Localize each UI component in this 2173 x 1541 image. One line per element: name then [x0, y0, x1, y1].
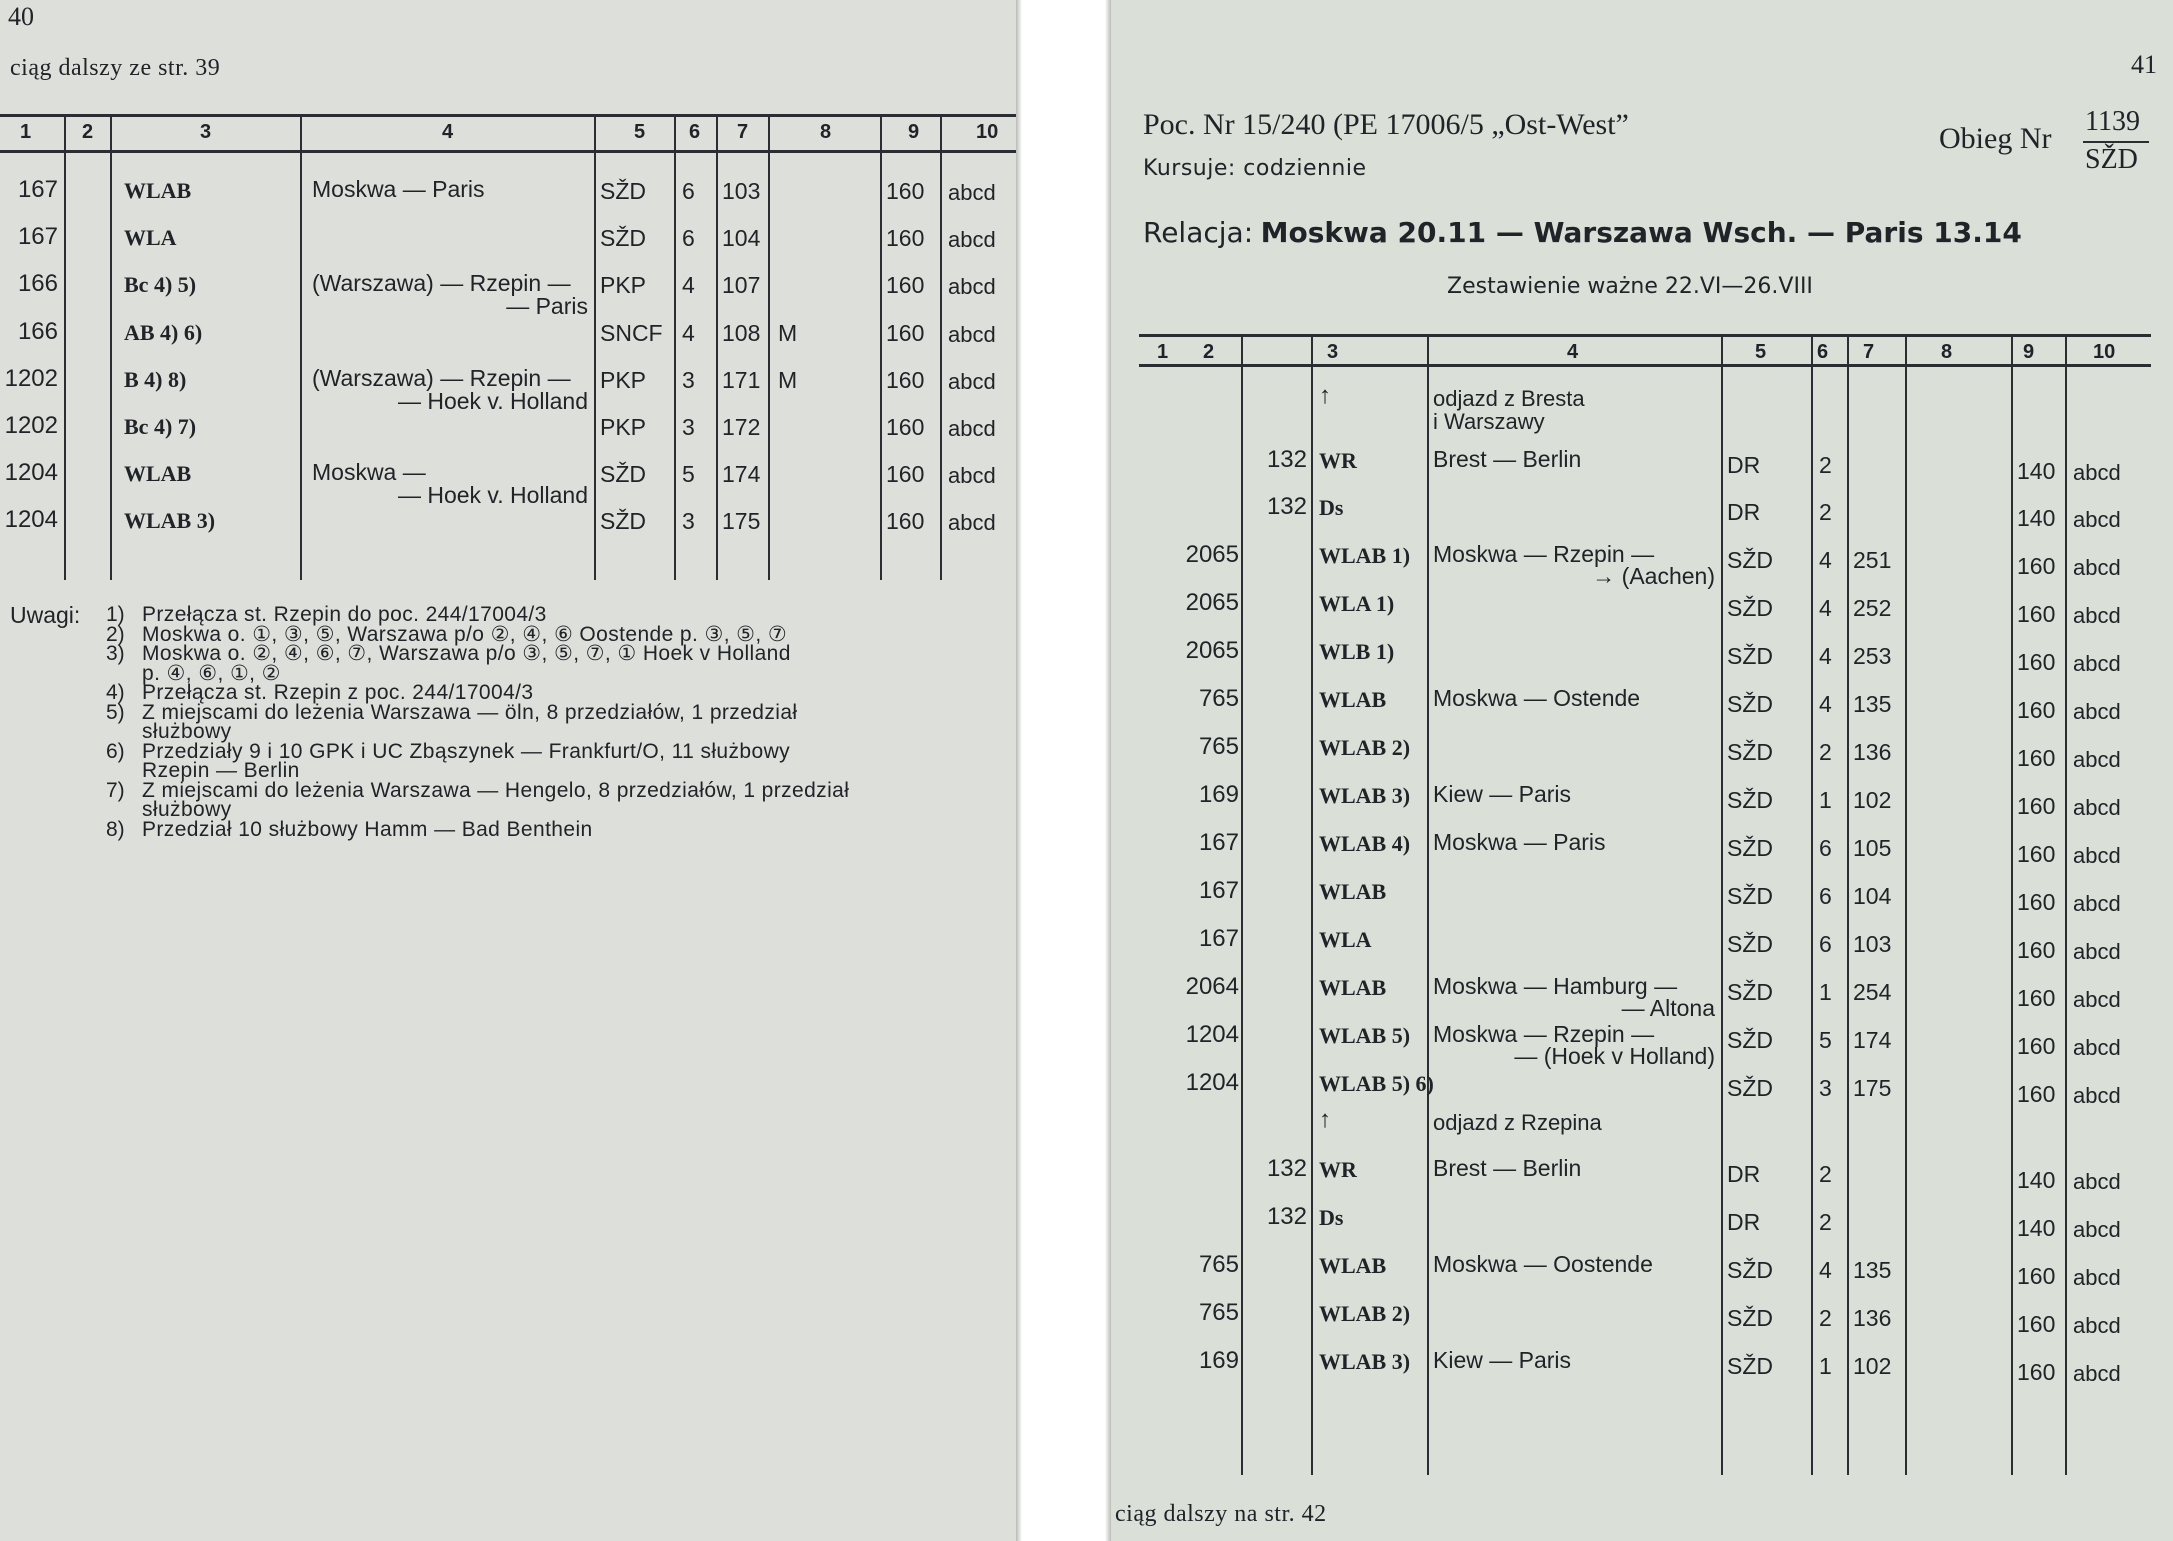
car-type: WR	[1319, 448, 1357, 473]
route: Kiew — Paris	[1433, 781, 1572, 807]
classes: abcd	[2073, 1217, 2121, 1242]
marker: M	[778, 367, 798, 393]
route: Moskwa — Rzepin —	[1433, 1021, 1655, 1047]
speed: 160	[2017, 985, 2056, 1011]
car-number: 174	[1853, 1027, 1892, 1053]
column-rule	[1811, 334, 1813, 1475]
note-text: Przełącza st. Rzepin z poc. 244/17004/3	[142, 681, 534, 704]
car-count: 3	[682, 508, 695, 534]
train-number: 765	[1198, 733, 1239, 760]
car-count: 2	[1819, 499, 1832, 525]
column-header: 5	[634, 121, 646, 143]
route: Brest — Berlin	[1433, 446, 1582, 472]
continued-on: ciąg dalszy na str. 42	[1115, 1501, 1327, 1527]
railway: SŽD	[600, 461, 646, 487]
classes: abcd	[948, 274, 996, 299]
car-type: WLAB 5) 6)	[1319, 1071, 1434, 1096]
route: Moskwa — Paris	[1433, 829, 1606, 855]
car-count: 4	[682, 272, 695, 298]
note-number: 7)	[106, 779, 125, 802]
column-header: 3	[1327, 341, 1339, 363]
car-count: 3	[1819, 1075, 1832, 1101]
car-type: WLAB	[124, 178, 192, 203]
column-header: 2	[82, 121, 94, 143]
route: — (Hoek v Holland)	[1514, 1043, 1715, 1069]
classes: abcd	[2073, 1083, 2121, 1108]
railway: SŽD	[600, 178, 646, 204]
note-text: służbowy	[142, 798, 232, 821]
speed: 140	[2017, 1215, 2056, 1241]
railway: SŽD	[600, 508, 646, 534]
car-type: Ds	[1319, 495, 1344, 520]
route: — Altona	[1621, 995, 1715, 1021]
column-rule	[1905, 334, 1907, 1475]
route: Moskwa — Paris	[312, 176, 485, 202]
column-rule	[940, 114, 942, 580]
car-number: 175	[722, 508, 761, 534]
classes: abcd	[2073, 699, 2121, 724]
classes: abcd	[2073, 939, 2121, 964]
route: Moskwa — Hamburg —	[1433, 973, 1678, 999]
car-type: WLA 1)	[1319, 591, 1395, 616]
speed: 160	[2017, 601, 2056, 627]
car-count: 4	[1819, 595, 1832, 621]
train-title-text: Poc. Nr 15/240 (PE 17006/5 „Ost-West”	[1143, 108, 1629, 141]
column-rule	[64, 114, 66, 580]
note-text: Moskwa o. ①, ③, ⑤, Warszawa p/o ②, ④, ⑥ Oostende p. ③, ⑤, ⑦	[142, 623, 788, 646]
runs-info: Kursuje: codziennie	[1143, 156, 1367, 181]
note-number: 4)	[106, 681, 125, 704]
note-text: Przedział 10 służbowy Hamm — Bad Benthein	[142, 818, 593, 841]
speed: 160	[2017, 745, 2056, 771]
speed: 160	[2017, 1033, 2056, 1059]
column-header: 6	[1817, 341, 1829, 363]
column-rule	[880, 114, 882, 580]
car-type: WLAB 4)	[1319, 831, 1411, 856]
classes: abcd	[2073, 987, 2121, 1012]
car-number: 251	[1853, 547, 1892, 573]
note-text: Moskwa o. ②, ④, ⑥, ⑦, Warszawa p/o ③, ⑤, ⑦, ① Hoek v Holland	[142, 642, 791, 665]
train-number: 166	[17, 318, 58, 345]
train-number: 1202	[4, 412, 58, 439]
train-number: 169	[1198, 781, 1239, 808]
note-text: Przedziały 9 i 10 GPK i UC Zbąszynek — Frankfurt/O, 11 służbowy	[142, 740, 791, 763]
train-number: 765	[1198, 1299, 1239, 1326]
classes: abcd	[948, 463, 996, 488]
car-type: WLAB 3)	[1319, 1349, 1411, 1374]
classes: abcd	[2073, 1361, 2121, 1386]
train-title	[1143, 110, 1629, 140]
train-number: 2065	[1185, 637, 1239, 664]
car-count: 1	[1819, 787, 1832, 813]
railway: SŽD	[1727, 1305, 1773, 1331]
speed: 160	[2017, 1081, 2056, 1107]
railway: DR	[1727, 1161, 1761, 1187]
train-number: 2065	[1185, 589, 1239, 616]
speed: 160	[2017, 841, 2056, 867]
train-number: 1204	[4, 506, 58, 533]
car-number: 135	[1853, 1257, 1892, 1283]
column-rule	[1241, 334, 1243, 1475]
car-type: WLAB	[1319, 1253, 1387, 1278]
classes: abcd	[2073, 1313, 2121, 1338]
railway: SŽD	[1727, 739, 1773, 765]
railway: PKP	[600, 272, 647, 298]
validity: Zestawienie ważne 22.VI—26.VIII	[1447, 274, 1813, 299]
car-type: AB 4) 6)	[124, 320, 203, 345]
car-count: 6	[1819, 931, 1832, 957]
note-number: 8)	[106, 818, 125, 841]
classes: abcd	[948, 416, 996, 441]
column-rule	[594, 114, 596, 580]
railway: SŽD	[1727, 787, 1773, 813]
railway: SŽD	[1727, 1353, 1773, 1379]
departure-arrow: ↑	[1319, 1106, 1331, 1133]
car-number: 252	[1853, 595, 1892, 621]
gutter-edge-left	[1016, 0, 1022, 1541]
classes: abcd	[2073, 795, 2121, 820]
car-count: 2	[1819, 1305, 1832, 1331]
classes: abcd	[2073, 1265, 2121, 1290]
car-count: 3	[682, 414, 695, 440]
railway: SŽD	[1727, 691, 1773, 717]
column-rule	[2011, 334, 2013, 1475]
speed: 140	[2017, 458, 2056, 484]
car-number: 104	[1853, 883, 1892, 909]
route: (Warszawa) — Rzepin —	[312, 365, 571, 391]
car-type: WLAB 2)	[1319, 1301, 1411, 1326]
railway: DR	[1727, 499, 1761, 525]
note-text: Przełącza st. Rzepin do poc. 244/17004/3	[142, 603, 547, 626]
relation	[1143, 218, 2022, 248]
car-count: 6	[1819, 835, 1832, 861]
speed: 160	[886, 272, 925, 298]
car-type: WLAB 3)	[1319, 783, 1411, 808]
train-number: 1204	[1185, 1069, 1239, 1096]
column-rule	[1721, 334, 1723, 1475]
route: Moskwa — Oostende	[1433, 1251, 1653, 1277]
car-count: 6	[1819, 883, 1832, 909]
column-header: 10	[976, 121, 999, 143]
car-number: 103	[1853, 931, 1892, 957]
speed: 160	[2017, 1311, 2056, 1337]
car-number: 254	[1853, 979, 1892, 1005]
column-header: 7	[1863, 341, 1875, 363]
note-text: Z miejscami do leżenia Warszawa — Hengelo, 8 przedziałów, 1 przedział	[142, 779, 850, 802]
train-number: 765	[1198, 1251, 1239, 1278]
car-number: 135	[1853, 691, 1892, 717]
classes: abcd	[2073, 651, 2121, 676]
column-header: 8	[1941, 341, 1953, 363]
railway: DR	[1727, 452, 1761, 478]
speed: 160	[2017, 937, 2056, 963]
car-number: 108	[722, 320, 761, 346]
page-gutter	[1016, 0, 1111, 1541]
speed: 160	[886, 367, 925, 393]
speed: 160	[886, 414, 925, 440]
railway: SŽD	[1727, 979, 1773, 1005]
car-count: 6	[682, 178, 695, 204]
speed: 140	[2017, 1167, 2056, 1193]
table-rule	[1139, 364, 2151, 367]
car-number: 175	[1853, 1075, 1892, 1101]
table-rule	[1139, 334, 2151, 337]
classes: abcd	[2073, 507, 2121, 532]
car-number: 102	[1853, 1353, 1892, 1379]
note-text: p. ④, ⑥, ①, ②	[142, 662, 281, 685]
speed: 160	[886, 225, 925, 251]
section-note: odjazd z Bresta	[1433, 386, 1585, 411]
classes: abcd	[2073, 603, 2121, 628]
train-number-2: 132	[1266, 446, 1307, 473]
railway: SŽD	[1727, 1257, 1773, 1283]
route: — Hoek v. Holland	[397, 388, 588, 414]
train-number: 167	[17, 176, 58, 203]
railway: PKP	[600, 367, 647, 393]
section-note: i Warszawy	[1433, 409, 1545, 434]
route: Moskwa —	[312, 459, 426, 485]
railway: SŽD	[1727, 883, 1773, 909]
car-type: Ds	[1319, 1205, 1344, 1230]
car-type: WLA	[1319, 927, 1372, 952]
obieg-owner: SŽD	[2085, 144, 2138, 175]
note-text: służbowy	[142, 720, 232, 743]
railway: DR	[1727, 1209, 1761, 1235]
classes: abcd	[948, 322, 996, 347]
classes: abcd	[948, 369, 996, 394]
obieg-label: Obieg Nr	[1939, 122, 2052, 155]
train-number-2: 132	[1266, 1203, 1307, 1230]
car-number: 105	[1853, 835, 1892, 861]
car-type: Bc 4) 7)	[124, 414, 197, 439]
car-count: 1	[1819, 979, 1832, 1005]
car-type: WLAB	[1319, 687, 1387, 712]
train-number: 2065	[1185, 541, 1239, 568]
table-rule	[0, 150, 1016, 153]
car-type: WLA	[124, 225, 177, 250]
note-text: Rzepin — Berlin	[142, 759, 300, 782]
note-number: 3)	[106, 642, 125, 665]
classes: abcd	[948, 510, 996, 535]
train-number: 169	[1198, 1347, 1239, 1374]
car-count: 4	[1819, 1257, 1832, 1283]
route: — Paris	[506, 293, 588, 319]
car-count: 1	[1819, 1353, 1832, 1379]
car-number: 253	[1853, 643, 1892, 669]
column-header: 4	[442, 121, 454, 143]
column-header: 1	[20, 121, 32, 143]
speed: 140	[2017, 505, 2056, 531]
note-number: 2)	[106, 623, 125, 646]
railway: SŽD	[1727, 595, 1773, 621]
left-page	[0, 0, 1016, 1541]
classes: abcd	[2073, 1169, 2121, 1194]
train-number: 1202	[4, 365, 58, 392]
train-number: 167	[17, 223, 58, 250]
car-count: 5	[682, 461, 695, 487]
relation-label: Relacja:	[1143, 216, 1254, 249]
car-number: 172	[722, 414, 761, 440]
note-number: 1)	[106, 603, 125, 626]
column-header: 9	[2023, 341, 2035, 363]
column-rule	[300, 114, 302, 580]
train-number: 1204	[4, 459, 58, 486]
speed: 160	[886, 178, 925, 204]
car-number: 171	[722, 367, 761, 393]
railway: SŽD	[1727, 1075, 1773, 1101]
car-number: 103	[722, 178, 761, 204]
route: Moskwa — Rzepin —	[1433, 541, 1655, 567]
column-header: 5	[1755, 341, 1767, 363]
car-number: 107	[722, 272, 761, 298]
classes: abcd	[2073, 843, 2121, 868]
right-page	[1111, 0, 2173, 1541]
column-header: 7	[737, 121, 749, 143]
car-count: 5	[1819, 1027, 1832, 1053]
marker: M	[778, 320, 798, 346]
page-number: 41	[2131, 50, 2157, 79]
route: — Hoek v. Holland	[397, 482, 588, 508]
train-number: 1204	[1185, 1021, 1239, 1048]
classes: abcd	[2073, 460, 2121, 485]
classes: abcd	[2073, 555, 2121, 580]
car-number: 104	[722, 225, 761, 251]
car-count: 3	[682, 367, 695, 393]
column-header: 6	[689, 121, 701, 143]
column-header: 4	[1567, 341, 1579, 363]
train-number: 166	[17, 270, 58, 297]
route: Moskwa — Ostende	[1433, 685, 1641, 711]
car-count: 4	[682, 320, 695, 346]
note-number: 5)	[106, 701, 125, 724]
car-type: WLAB	[124, 461, 192, 486]
speed: 160	[2017, 649, 2056, 675]
railway: PKP	[600, 414, 647, 440]
car-count: 2	[1819, 1209, 1832, 1235]
car-count: 2	[1819, 452, 1832, 478]
relation-text: Moskwa 20.11 — Warszawa Wsch. — Paris 13.14	[1260, 216, 2022, 249]
train-number-2: 132	[1266, 1155, 1307, 1182]
column-header: 1	[1157, 341, 1169, 363]
railway: SŽD	[1727, 835, 1773, 861]
obieg-fraction-line	[2083, 141, 2149, 143]
classes: abcd	[948, 227, 996, 252]
column-rule	[674, 114, 676, 580]
car-type: WLAB	[1319, 975, 1387, 1000]
speed: 160	[2017, 1263, 2056, 1289]
car-type: B 4) 8)	[124, 367, 187, 392]
car-type: WLAB 3)	[124, 508, 216, 533]
train-number: 167	[1198, 829, 1239, 856]
car-count: 2	[1819, 1161, 1832, 1187]
car-number: 102	[1853, 787, 1892, 813]
car-type: Bc 4) 5)	[124, 272, 197, 297]
speed: 160	[2017, 889, 2056, 915]
railway: SNCF	[600, 320, 663, 346]
section-note: odjazd z Rzepina	[1433, 1110, 1602, 1135]
speed: 160	[2017, 553, 2056, 579]
car-number: 174	[722, 461, 761, 487]
car-count: 2	[1819, 739, 1832, 765]
car-number: 136	[1853, 1305, 1892, 1331]
car-type: WLAB 5)	[1319, 1023, 1411, 1048]
column-rule	[1847, 334, 1849, 1475]
car-type: WLB 1)	[1319, 639, 1395, 664]
speed: 160	[2017, 697, 2056, 723]
page-number: 40	[8, 2, 34, 31]
railway: SŽD	[1727, 1027, 1773, 1053]
car-count: 4	[1819, 691, 1832, 717]
column-rule	[2065, 334, 2067, 1475]
column-rule	[1311, 334, 1313, 1475]
note-number: 6)	[106, 740, 125, 763]
car-type: WR	[1319, 1157, 1357, 1182]
train-number-2: 132	[1266, 493, 1307, 520]
route: Brest — Berlin	[1433, 1155, 1582, 1181]
column-header: 3	[200, 121, 212, 143]
car-type: WLAB 2)	[1319, 735, 1411, 760]
column-rule	[1427, 334, 1429, 1475]
speed: 160	[2017, 793, 2056, 819]
railway: SŽD	[1727, 547, 1773, 573]
car-type: WLAB	[1319, 879, 1387, 904]
route: Kiew — Paris	[1433, 1347, 1572, 1373]
obieg-number: 1139	[2085, 106, 2140, 137]
train-number: 167	[1198, 925, 1239, 952]
route: → (Aachen)	[1592, 563, 1715, 589]
column-header: 2	[1203, 341, 1215, 363]
classes: abcd	[2073, 1035, 2121, 1060]
speed: 160	[2017, 1359, 2056, 1385]
speed: 160	[886, 508, 925, 534]
speed: 160	[886, 461, 925, 487]
column-header: 10	[2093, 341, 2116, 363]
classes: abcd	[948, 180, 996, 205]
car-count: 4	[1819, 643, 1832, 669]
train-number: 765	[1198, 685, 1239, 712]
notes-label: Uwagi:	[10, 602, 81, 628]
route: (Warszawa) — Rzepin —	[312, 270, 571, 296]
departure-arrow: ↑	[1319, 382, 1331, 409]
column-header: 9	[908, 121, 920, 143]
classes: abcd	[2073, 747, 2121, 772]
train-number: 2064	[1185, 973, 1239, 1000]
table-rule	[0, 114, 1016, 117]
classes: abcd	[2073, 891, 2121, 916]
continued-from: ciąg dalszy ze str. 39	[10, 55, 221, 81]
car-type: WLAB 1)	[1319, 543, 1411, 568]
column-rule	[768, 114, 770, 580]
column-rule	[110, 114, 112, 580]
car-count: 6	[682, 225, 695, 251]
speed: 160	[886, 320, 925, 346]
column-header: 8	[820, 121, 832, 143]
railway: SŽD	[1727, 643, 1773, 669]
car-count: 4	[1819, 547, 1832, 573]
car-number: 136	[1853, 739, 1892, 765]
railway: SŽD	[1727, 931, 1773, 957]
train-number: 167	[1198, 877, 1239, 904]
column-rule	[716, 114, 718, 580]
railway: SŽD	[600, 225, 646, 251]
note-text: Z miejscami do leżenia Warszawa — öln, 8 przedziałów, 1 przedział	[142, 701, 798, 724]
